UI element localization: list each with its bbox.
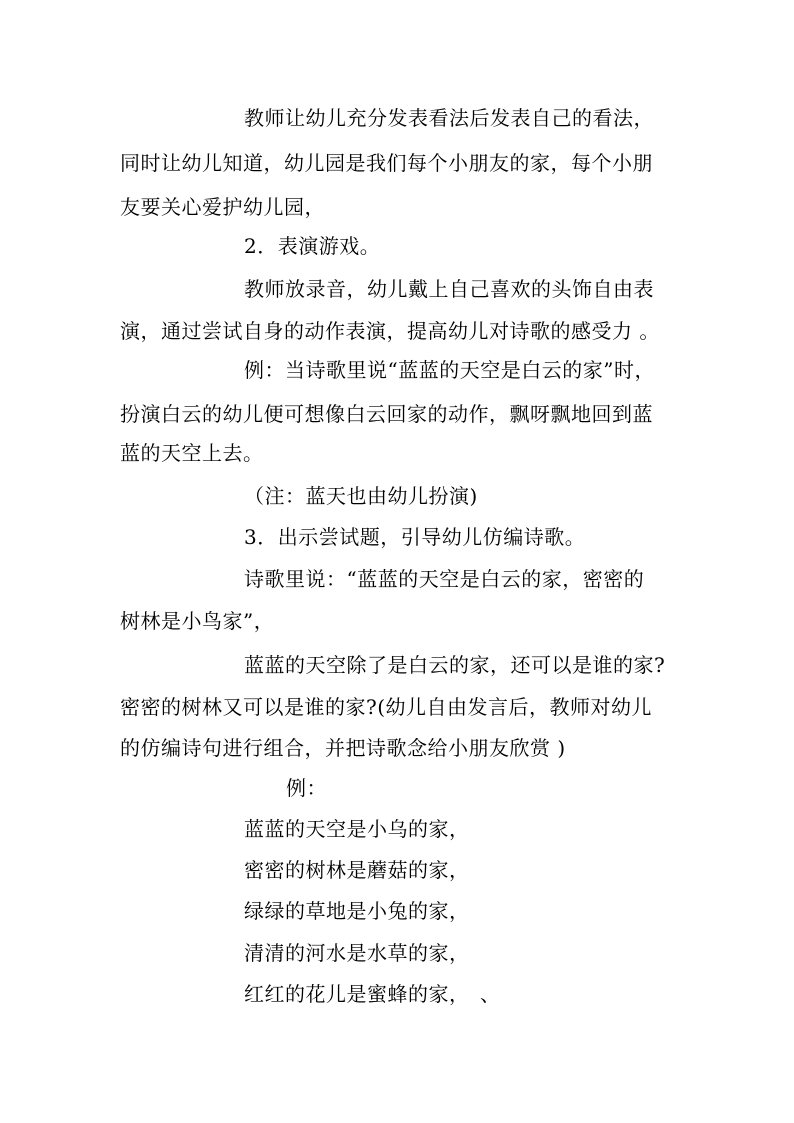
example-line-2: 扮演白云的幼儿便可想像白云回家的动作，飘呀飘地回到蓝 [120, 402, 653, 426]
poem-quote-line-2: 树林是小鸟家”， [120, 609, 275, 633]
section-heading-3: 3．出示尝试题，引导幼儿仿编诗歌。 [244, 525, 586, 549]
paragraph-line-5: 演，通过尝试自身的动作表演，提高幼儿对诗歌的感受力 。 [120, 319, 660, 343]
poem-line-3: 绿绿的草地是小兔的家， [244, 899, 470, 923]
example-line-3: 蓝的天空上去。 [120, 441, 264, 465]
poem-line-1: 蓝蓝的天空是小乌的家， [244, 817, 470, 841]
paragraph-line-2: 同时让幼儿知道，幼儿园是我们每个小朋友的家，每个小朋 [120, 151, 653, 175]
note-line: （注：蓝天也由幼儿扮演) [244, 484, 478, 508]
paragraph-line-1: 教师让幼儿充分发表看法后发表自己的看法， [244, 106, 654, 130]
poem-line-5: 红红的花儿是蜜蜂的家， 、 [244, 982, 501, 1006]
question-line-1: 蓝蓝的天空除了是白云的家，还可以是谁的家? [244, 653, 666, 677]
paragraph-line-4: 教师放录音，幼儿戴上自己喜欢的头饰自由表 [244, 277, 654, 301]
poem-line-4: 清清的河水是水草的家， [244, 941, 470, 965]
section-heading-2: 2．表演游戏。 [244, 234, 381, 258]
poem-quote-line-1: 诗歌里说：“蓝蓝的天空是白云的家，密密的 [244, 567, 645, 591]
paragraph-line-3: 友要关心爱护幼儿园， [120, 195, 325, 219]
question-line-3: 的仿编诗句进行组合，并把诗歌念给小朋友欣赏 ) [120, 736, 566, 760]
question-line-2: 密密的树林又可以是谁的家?(幼儿自由发言后，教师对幼儿 [120, 695, 653, 719]
example-label: 例： [286, 776, 327, 800]
poem-line-2: 密密的树林是蘑菇的家， [244, 858, 470, 882]
example-line-1: 例：当诗歌里说“蓝蓝的天空是白云的家”时， [244, 358, 655, 382]
